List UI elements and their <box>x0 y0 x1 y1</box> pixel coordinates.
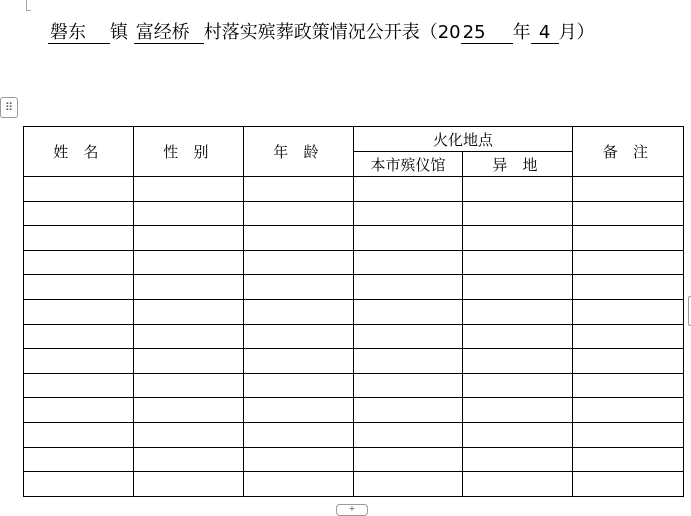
table-cell[interactable] <box>463 324 573 349</box>
table-cell[interactable] <box>134 398 244 423</box>
table-cell[interactable] <box>24 250 134 275</box>
table-cell[interactable] <box>244 472 354 497</box>
table-cell[interactable] <box>24 349 134 374</box>
table-cell[interactable] <box>134 299 244 324</box>
table-cell[interactable] <box>354 250 463 275</box>
table-row <box>24 349 684 374</box>
table-cell[interactable] <box>354 373 463 398</box>
table-cell[interactable] <box>134 250 244 275</box>
table-cell[interactable] <box>134 226 244 251</box>
table-cell[interactable] <box>463 275 573 300</box>
header-gender: 性 别 <box>134 127 244 177</box>
table-cell[interactable] <box>463 226 573 251</box>
table-cell[interactable] <box>354 422 463 447</box>
table-cell[interactable] <box>354 201 463 226</box>
table-cell[interactable] <box>573 472 684 497</box>
page-title <box>48 20 595 46</box>
table-cell[interactable] <box>244 422 354 447</box>
policy-disclosure-table <box>23 126 684 497</box>
table-cell[interactable] <box>463 373 573 398</box>
table-cell[interactable] <box>244 398 354 423</box>
title-year-blank: 25 <box>461 23 513 44</box>
table-cell[interactable] <box>463 177 573 202</box>
table-cell[interactable] <box>24 472 134 497</box>
table-row <box>24 177 684 202</box>
table-cell[interactable] <box>24 201 134 226</box>
table-cell[interactable] <box>573 250 684 275</box>
table-cell[interactable] <box>354 226 463 251</box>
table-row <box>24 398 684 423</box>
table-cell[interactable] <box>573 398 684 423</box>
page-corner-mark <box>26 0 31 11</box>
table-cell[interactable] <box>573 349 684 374</box>
table-cell[interactable] <box>134 324 244 349</box>
table-row <box>24 250 684 275</box>
table-cell[interactable] <box>134 201 244 226</box>
table-cell[interactable] <box>463 447 573 472</box>
header-local-funeral-home: 本市殡仪馆 <box>354 152 463 177</box>
table-row <box>24 447 684 472</box>
table-row <box>24 373 684 398</box>
table-cell[interactable] <box>463 201 573 226</box>
table-cell[interactable] <box>573 226 684 251</box>
table-cell[interactable] <box>244 226 354 251</box>
table-cell[interactable] <box>24 447 134 472</box>
table-cell[interactable] <box>573 275 684 300</box>
table-row <box>24 299 684 324</box>
table-cell[interactable] <box>134 349 244 374</box>
table-cell[interactable] <box>354 398 463 423</box>
table-cell[interactable] <box>134 373 244 398</box>
table-cell[interactable] <box>354 472 463 497</box>
header-cremation-place: 火化地点 <box>354 127 573 152</box>
table-cell[interactable] <box>134 422 244 447</box>
add-row-icon[interactable]: + <box>336 504 368 516</box>
table-cell[interactable] <box>573 177 684 202</box>
table-cell[interactable] <box>463 250 573 275</box>
table-cell[interactable] <box>244 275 354 300</box>
table-cell[interactable] <box>24 275 134 300</box>
table-cell[interactable] <box>24 398 134 423</box>
header-age: 年 龄 <box>244 127 354 177</box>
title-main-text: 村落实殡葬政策情况公开表（20 <box>203 22 461 43</box>
title-village-blank: 富经桥 <box>134 23 204 44</box>
table-cell[interactable] <box>573 447 684 472</box>
table-cell[interactable] <box>354 349 463 374</box>
table-row <box>24 472 684 497</box>
table-cell[interactable] <box>134 275 244 300</box>
table-cell[interactable] <box>354 324 463 349</box>
table-cell[interactable] <box>244 349 354 374</box>
table-cell[interactable] <box>354 275 463 300</box>
table-cell[interactable] <box>463 349 573 374</box>
table-cell[interactable] <box>354 177 463 202</box>
title-month-suffix: 月） <box>558 22 595 43</box>
table-cell[interactable] <box>134 447 244 472</box>
table-cell[interactable] <box>244 324 354 349</box>
table-cell[interactable] <box>354 299 463 324</box>
title-year-suffix: 年 <box>512 22 531 43</box>
move-handle-icon[interactable]: ⠿ <box>0 97 18 118</box>
table-cell[interactable] <box>573 299 684 324</box>
table-row <box>24 324 684 349</box>
table-cell[interactable] <box>24 177 134 202</box>
header-remarks: 备 注 <box>573 127 684 177</box>
header-other-place: 异 地 <box>463 152 573 177</box>
table-cell[interactable] <box>244 177 354 202</box>
table-row <box>24 201 684 226</box>
table-cell[interactable] <box>24 373 134 398</box>
table-cell[interactable] <box>244 447 354 472</box>
table-cell[interactable] <box>244 201 354 226</box>
table-cell[interactable] <box>24 226 134 251</box>
title-town-blank: 磐东 <box>48 23 110 44</box>
table-cell[interactable] <box>573 324 684 349</box>
table-cell[interactable] <box>354 447 463 472</box>
table-row <box>24 422 684 447</box>
table-cell[interactable] <box>463 472 573 497</box>
table-cell[interactable] <box>573 422 684 447</box>
table-row <box>24 275 684 300</box>
table-cell[interactable] <box>134 177 244 202</box>
table-cell[interactable] <box>463 299 573 324</box>
table-cell[interactable] <box>244 250 354 275</box>
header-name: 姓 名 <box>24 127 134 177</box>
table-cell[interactable] <box>24 324 134 349</box>
table-cell[interactable] <box>573 201 684 226</box>
table-cell[interactable] <box>244 299 354 324</box>
table-cell[interactable] <box>573 373 684 398</box>
table-cell[interactable] <box>463 398 573 423</box>
table-cell[interactable] <box>134 472 244 497</box>
title-town-suffix: 镇 <box>110 22 128 43</box>
title-month-blank: 4 <box>531 23 559 44</box>
table-cell[interactable] <box>463 422 573 447</box>
table-cell[interactable] <box>244 373 354 398</box>
table-cell[interactable] <box>24 299 134 324</box>
table-row <box>24 226 684 251</box>
table-cell[interactable] <box>24 422 134 447</box>
